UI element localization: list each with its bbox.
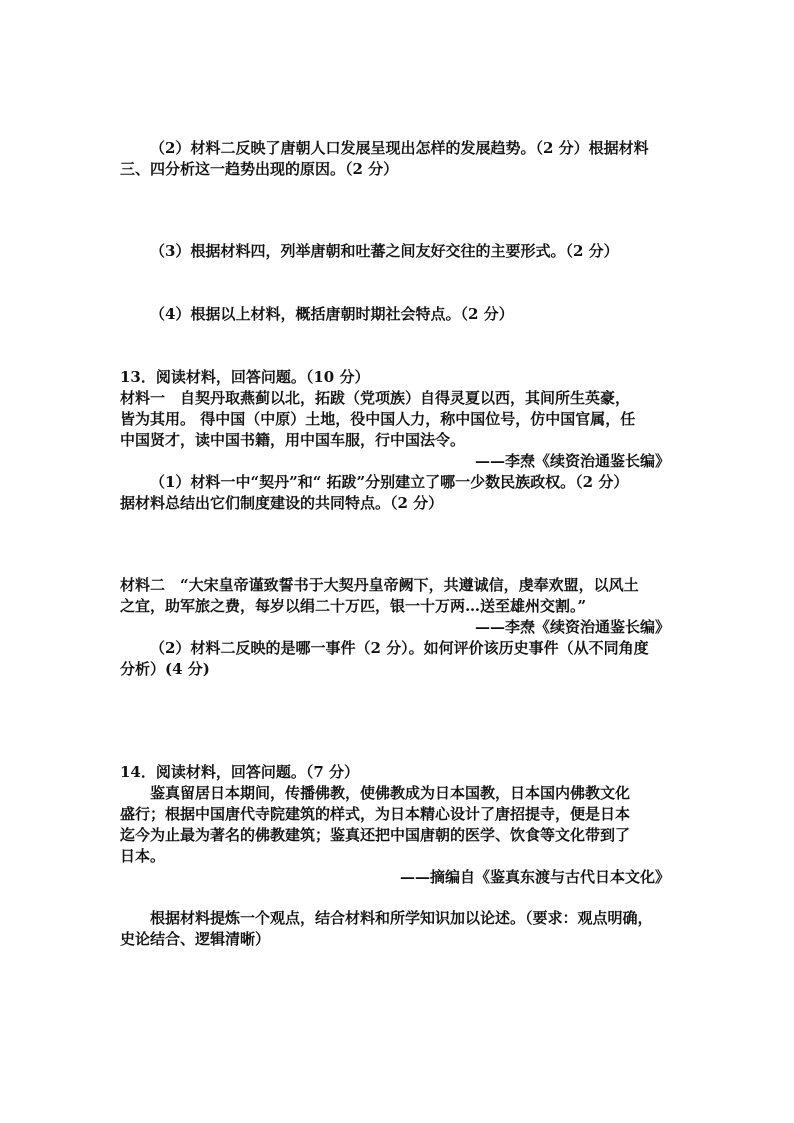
q12-part4: （4）根据以上材料，概括唐朝时期社会特点。（2 分）	[150, 305, 514, 323]
q14-task-line1: 根据材料提炼一个观点，结合材料和所学知识加以论述。（要求：观点明确，	[150, 909, 653, 927]
q13-question1-line1: （1）材料一中“契丹”和“ 拓跋”分别建立了哪一少数民族政权。（2 分）	[150, 473, 629, 491]
q13-material1-line3: 中国贤才，读中国书籍，用中国车服，行中国法令。	[120, 431, 466, 449]
q13-question2-line1: （2）材料二反映的是哪一事件（2 分）。如何评价该历史事件（从不同角度	[150, 639, 649, 657]
q13-question2-line2: 分析）(4 分)	[120, 660, 210, 678]
q14-material-line3: 迄今为止最为著名的佛教建筑；鉴真还把中国唐朝的医学、饮食等文化带到了	[120, 826, 631, 844]
q14-task-line2: 史论结合、逻辑清晰）	[120, 930, 271, 948]
q12-part2-line1: （2）材料二反映了唐朝人口发展呈现出怎样的发展趋势。（2 分）根据材料	[150, 139, 649, 157]
q13-material1-source: ——李焘《续资治通鉴长编》	[474, 452, 670, 470]
q13-material1-line2: 皆为其用。 得中国（中原）土地，役中国人力，称中国位号，仿中国官属，任	[120, 410, 636, 428]
q14-material-line2: 盛行；根据中国唐代寺院建筑的样式，为日本精心设计了唐招提寺，便是日本	[120, 805, 631, 823]
q13-material2-source: ——李焘《续资治通鉴长编》	[474, 618, 670, 636]
q14-header: 14．阅读材料，回答问题。（7 分）	[120, 763, 360, 781]
q13-material2-line2: 之宜，助军旅之费，每岁以绢二十万匹，银一十万两…送至雄州交割。”	[120, 597, 587, 615]
q13-question1-line2: 据材料总结出它们制度建设的共同特点。（2 分）	[120, 494, 444, 512]
q12-part2-line2: 三、四分析这一趋势出现的原因。（2 分）	[120, 160, 399, 178]
q13-material2-line1: 材料二 “大宋皇帝谨致誓书于大契丹皇帝阙下，共遵诚信，虔奉欢盟，以风土	[120, 576, 639, 594]
q14-material-source: ——摘编自《鉴真东渡与古代日本文化》	[399, 868, 670, 886]
q12-part3: （3）根据材料四，列举唐朝和吐蕃之间友好交往的主要形式。（2 分）	[150, 242, 619, 260]
q13-material1-line1: 材料一 自契丹取燕蓟以北，拓跋（党项族）自得灵夏以西，其间所生英豪，	[120, 389, 631, 407]
q14-material-line1: 鉴真留居日本期间，传播佛教，使佛教成为日本国教，日本国内佛教文化	[150, 784, 631, 802]
q13-header: 13．阅读材料，回答问题。（10 分）	[120, 368, 370, 386]
q14-material-line4: 日本。	[120, 847, 166, 865]
